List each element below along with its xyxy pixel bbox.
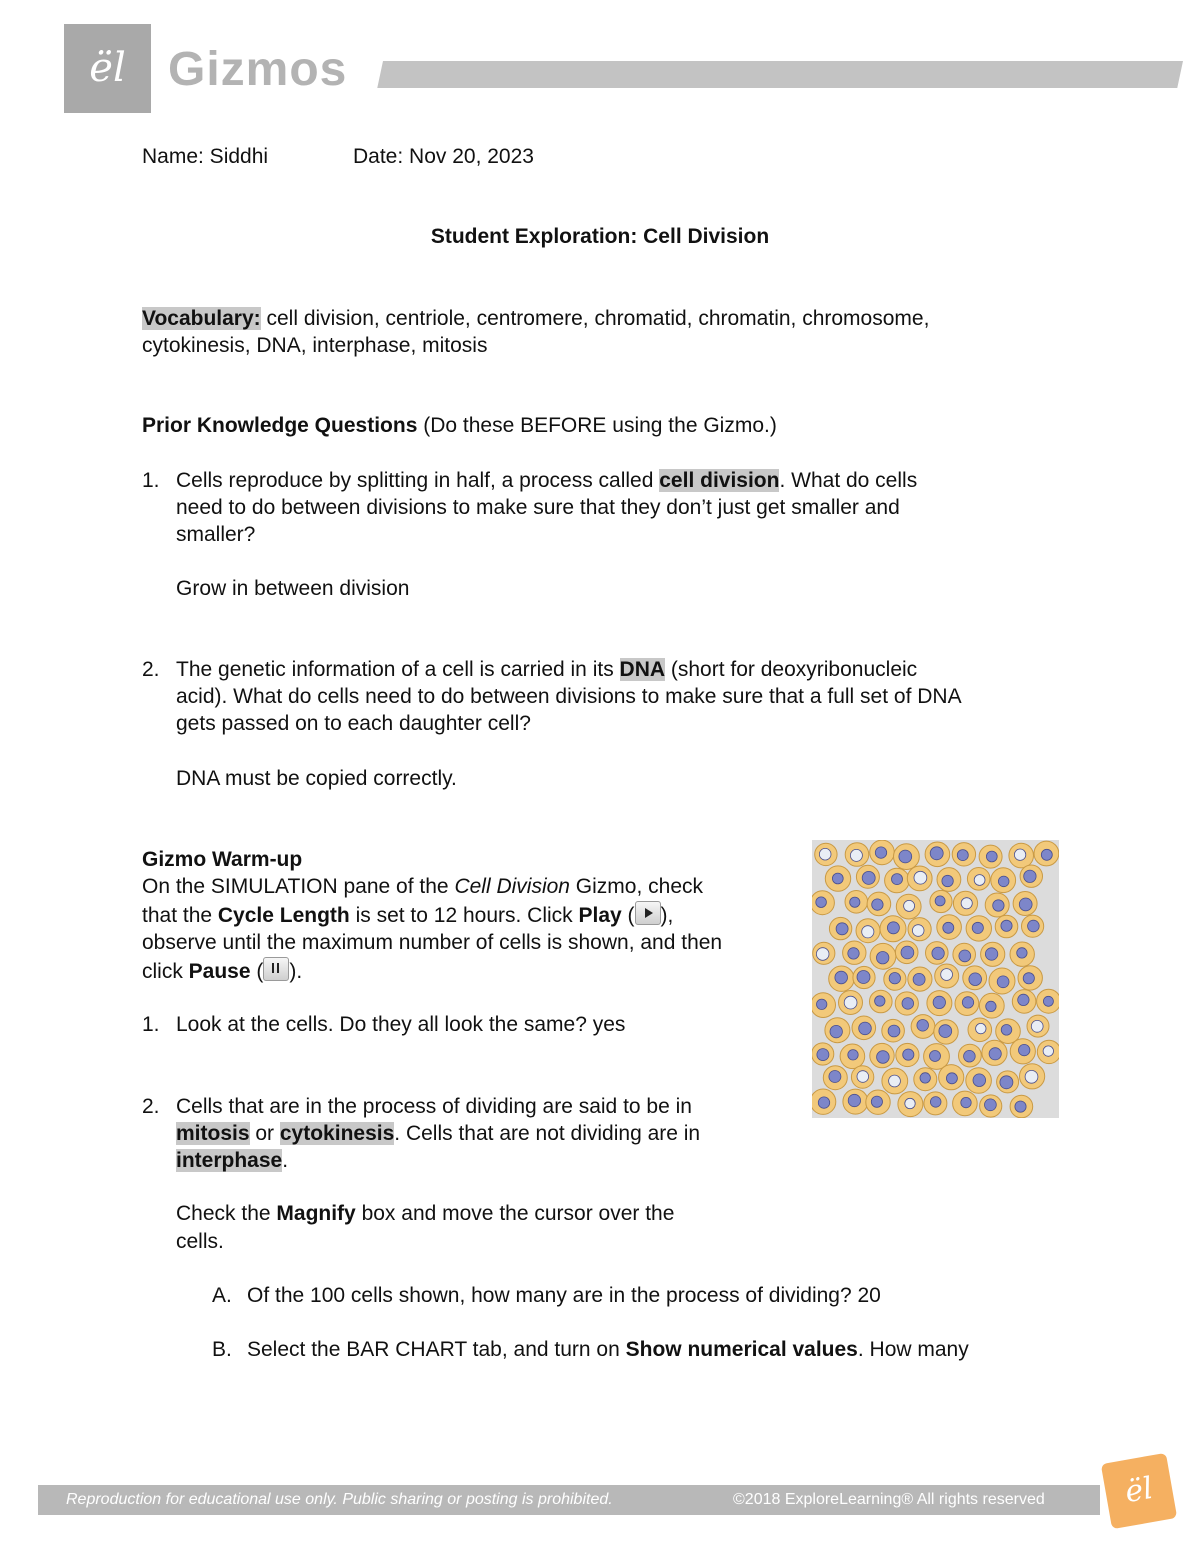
question-1-line-2: need to do between divisions to make sure that they don’t just get smaller and (176, 496, 900, 519)
cell-nucleus (997, 976, 1009, 988)
cell-nucleus (961, 898, 972, 909)
cell-nucleus (899, 850, 912, 863)
cell-nucleus (1028, 920, 1040, 932)
cell-nucleus (1017, 948, 1027, 958)
footer-copyright: ©2018 ExploreLearning® All rights reserved (733, 1491, 1045, 1508)
cell-nucleus (972, 922, 983, 933)
cell-nucleus (875, 996, 885, 1006)
warmup-question-2-line-2: mitosis or cytokinesis. Cells that are not dividing are in (176, 1122, 701, 1145)
cell-nucleus (877, 952, 889, 964)
warmup-question-1: Look at the cells. Do they all look the same? yes (176, 1013, 626, 1036)
cell-nucleus (892, 874, 903, 885)
cell-nucleus (930, 847, 943, 860)
cell-nucleus (986, 1001, 996, 1011)
explorelearning-footer-logo-icon: ël (1101, 1453, 1177, 1529)
cell-nucleus (933, 996, 945, 1008)
cell-nucleus (889, 973, 900, 984)
warmup-line-3: observe until the maximum number of cells is shown, and then (142, 931, 723, 954)
magnify-instruction-line-2: cells. (176, 1230, 224, 1253)
prior-knowledge-heading: Prior Knowledge Questions (Do these BEFORE using the Gizmo.) (142, 414, 777, 437)
answer-2[interactable]: DNA must be copied correctly. (176, 767, 457, 790)
cell-nucleus (835, 971, 848, 984)
cell-nucleus (989, 1048, 1001, 1060)
cell-nucleus (816, 897, 827, 908)
cell-nucleus (920, 1073, 930, 1083)
cell-nucleus (974, 875, 985, 886)
warmup-heading: Gizmo Warm-up (142, 848, 303, 871)
cell-nucleus (1001, 920, 1012, 931)
date: Date: Nov 20, 2023 (353, 145, 534, 168)
cell-nucleus (1043, 996, 1053, 1006)
cell-nucleus (932, 947, 944, 959)
sub-question-label: B. (212, 1338, 232, 1361)
term-interphase: interphase (176, 1149, 283, 1172)
question-2-line-1: The genetic information of a cell is carried in its DNA (short for deoxyribonucleic (176, 658, 918, 681)
question-number: 1. (142, 469, 160, 492)
cell-nucleus (830, 1025, 842, 1037)
student-name: Name: Siddhi (142, 145, 269, 168)
cell-nucleus (961, 1097, 971, 1107)
cell-nucleus (939, 1025, 952, 1038)
page-title: Student Exploration: Cell Division (430, 225, 770, 248)
warmup-line-1: On the SIMULATION pane of the Cell Division Gizmo, check (142, 875, 704, 898)
cell-nucleus (829, 1071, 841, 1083)
cell-nucleus (930, 1051, 941, 1062)
cell-nucleus (850, 897, 860, 907)
cell-nucleus (941, 969, 953, 981)
warmup-question-2-line-1: Cells that are in the process of dividing are said to be in (176, 1095, 692, 1118)
question-1-line-1: Cells reproduce by splitting in half, a process called cell division. What do cells (176, 469, 918, 492)
vocabulary-line-1: Vocabulary: cell division, centriole, centromere, chromatid, chromatin, chromosome, (142, 307, 930, 330)
header-bar (377, 61, 1183, 88)
gizmos-brand: Gizmos (168, 43, 348, 96)
cell-nucleus (901, 946, 914, 959)
cell-nucleus (844, 996, 857, 1009)
cell-nucleus (877, 1051, 890, 1064)
cell-nucleus (964, 1050, 976, 1062)
cell-nucleus (872, 899, 883, 910)
cell-nucleus (862, 871, 875, 884)
question-number: 2. (142, 1095, 160, 1118)
sub-question-label: A. (212, 1284, 232, 1307)
sub-question-a: Of the 100 cells shown, how many are in the process of dividing? 20 (247, 1284, 881, 1307)
term-dna: DNA (619, 658, 666, 681)
cell-nucleus (1024, 870, 1036, 882)
magnify-instruction-line-1: Check the Magnify box and move the cursor over the (176, 1202, 675, 1225)
cell-nucleus (993, 900, 1004, 911)
cell-nucleus (848, 948, 859, 959)
warmup-question-2-line-3: interphase. (176, 1149, 289, 1172)
cell-nucleus (1019, 1044, 1030, 1055)
cell-nucleus (1001, 1025, 1012, 1036)
cell-nucleus (912, 925, 924, 937)
term-cell-division: cell division (659, 469, 780, 492)
answer-1[interactable]: Grow in between division (176, 577, 410, 600)
cell-nucleus (850, 849, 862, 861)
cell-nucleus (959, 950, 971, 962)
cell-nucleus (859, 1022, 872, 1035)
cell-nucleus (1023, 973, 1034, 984)
cell-nucleus (905, 1098, 915, 1108)
cell-nucleus (817, 1049, 829, 1061)
cell-nucleus (1041, 849, 1052, 860)
cell-nucleus (976, 1023, 986, 1033)
cell-nucleus (962, 997, 973, 1008)
warmup-line-2: that the Cycle Length is set to 12 hours. Click Play ( ), (142, 901, 673, 929)
cell-nucleus (946, 1073, 957, 1084)
cell-nucleus (904, 900, 915, 911)
cell-nucleus (848, 1050, 858, 1060)
cell-nucleus (871, 1096, 882, 1107)
question-number: 1. (142, 1013, 160, 1036)
cell-nucleus (917, 1020, 929, 1032)
pause-button-icon (263, 957, 289, 981)
cell-nucleus (914, 871, 927, 884)
cell-nucleus (848, 1094, 860, 1106)
cell-nucleus (1015, 1101, 1026, 1112)
cell-nucleus (819, 848, 831, 860)
question-1-line-3: smaller? (176, 523, 256, 546)
cell-nucleus (816, 948, 829, 961)
cell-nucleus (887, 922, 899, 934)
cell-nucleus (998, 876, 1009, 887)
vocabulary-line-2: cytokinesis, DNA, interphase, mitosis (142, 334, 488, 357)
term-cytokinesis: cytokinesis (279, 1122, 395, 1145)
cell-nucleus (973, 1074, 986, 1087)
cell-nucleus (836, 923, 848, 935)
cell-nucleus (985, 1099, 997, 1111)
warmup-line-4: click Pause ( ). (142, 957, 302, 985)
cell-nucleus (889, 1075, 901, 1087)
cell-nucleus (935, 896, 945, 906)
question-2-line-2: acid). What do cells need to do between divisions to make sure that a full set of DNA (176, 685, 962, 708)
cell-nucleus (957, 850, 968, 861)
cell-nucleus (942, 875, 953, 886)
cell-nucleus (857, 1071, 869, 1083)
explorelearning-logo-icon: ël (89, 45, 126, 91)
cell-nucleus (902, 998, 914, 1010)
cell-nucleus (1019, 898, 1032, 911)
question-2-line-3: gets passed on to each daughter cell? (176, 712, 531, 735)
play-button-icon (635, 901, 661, 925)
cell-nucleus (818, 1097, 829, 1108)
sub-question-b: Select the BAR CHART tab, and turn on Show numerical values. How many (247, 1338, 969, 1361)
cell-nucleus (985, 948, 997, 960)
cell-nucleus (817, 999, 827, 1009)
cell-nucleus (986, 851, 997, 862)
vocabulary-label: Vocabulary: (142, 307, 261, 330)
cell-nucleus (930, 1097, 941, 1108)
cell-nucleus (832, 873, 843, 884)
term-mitosis: mitosis (176, 1122, 250, 1145)
cell-nucleus (1025, 1070, 1038, 1083)
cell-nucleus (1018, 994, 1029, 1005)
cell-nucleus (903, 1049, 914, 1060)
cell-nucleus (1000, 1076, 1013, 1089)
cell-nucleus (862, 926, 874, 938)
cell-nucleus (969, 973, 982, 986)
cell-nucleus (875, 847, 886, 858)
question-number: 2. (142, 658, 160, 681)
cell-nucleus (1014, 849, 1025, 860)
cell-nucleus (1031, 1020, 1043, 1032)
cell-nucleus (913, 973, 925, 985)
cell-nucleus (1043, 1046, 1053, 1056)
cell-division-simulation-image (812, 840, 1059, 1118)
cell-nucleus (888, 1025, 900, 1037)
cell-nucleus (857, 971, 870, 984)
cell-nucleus (943, 922, 954, 933)
footer-notice: Reproduction for educational use only. Public sharing or posting is prohibited. (66, 1491, 613, 1508)
